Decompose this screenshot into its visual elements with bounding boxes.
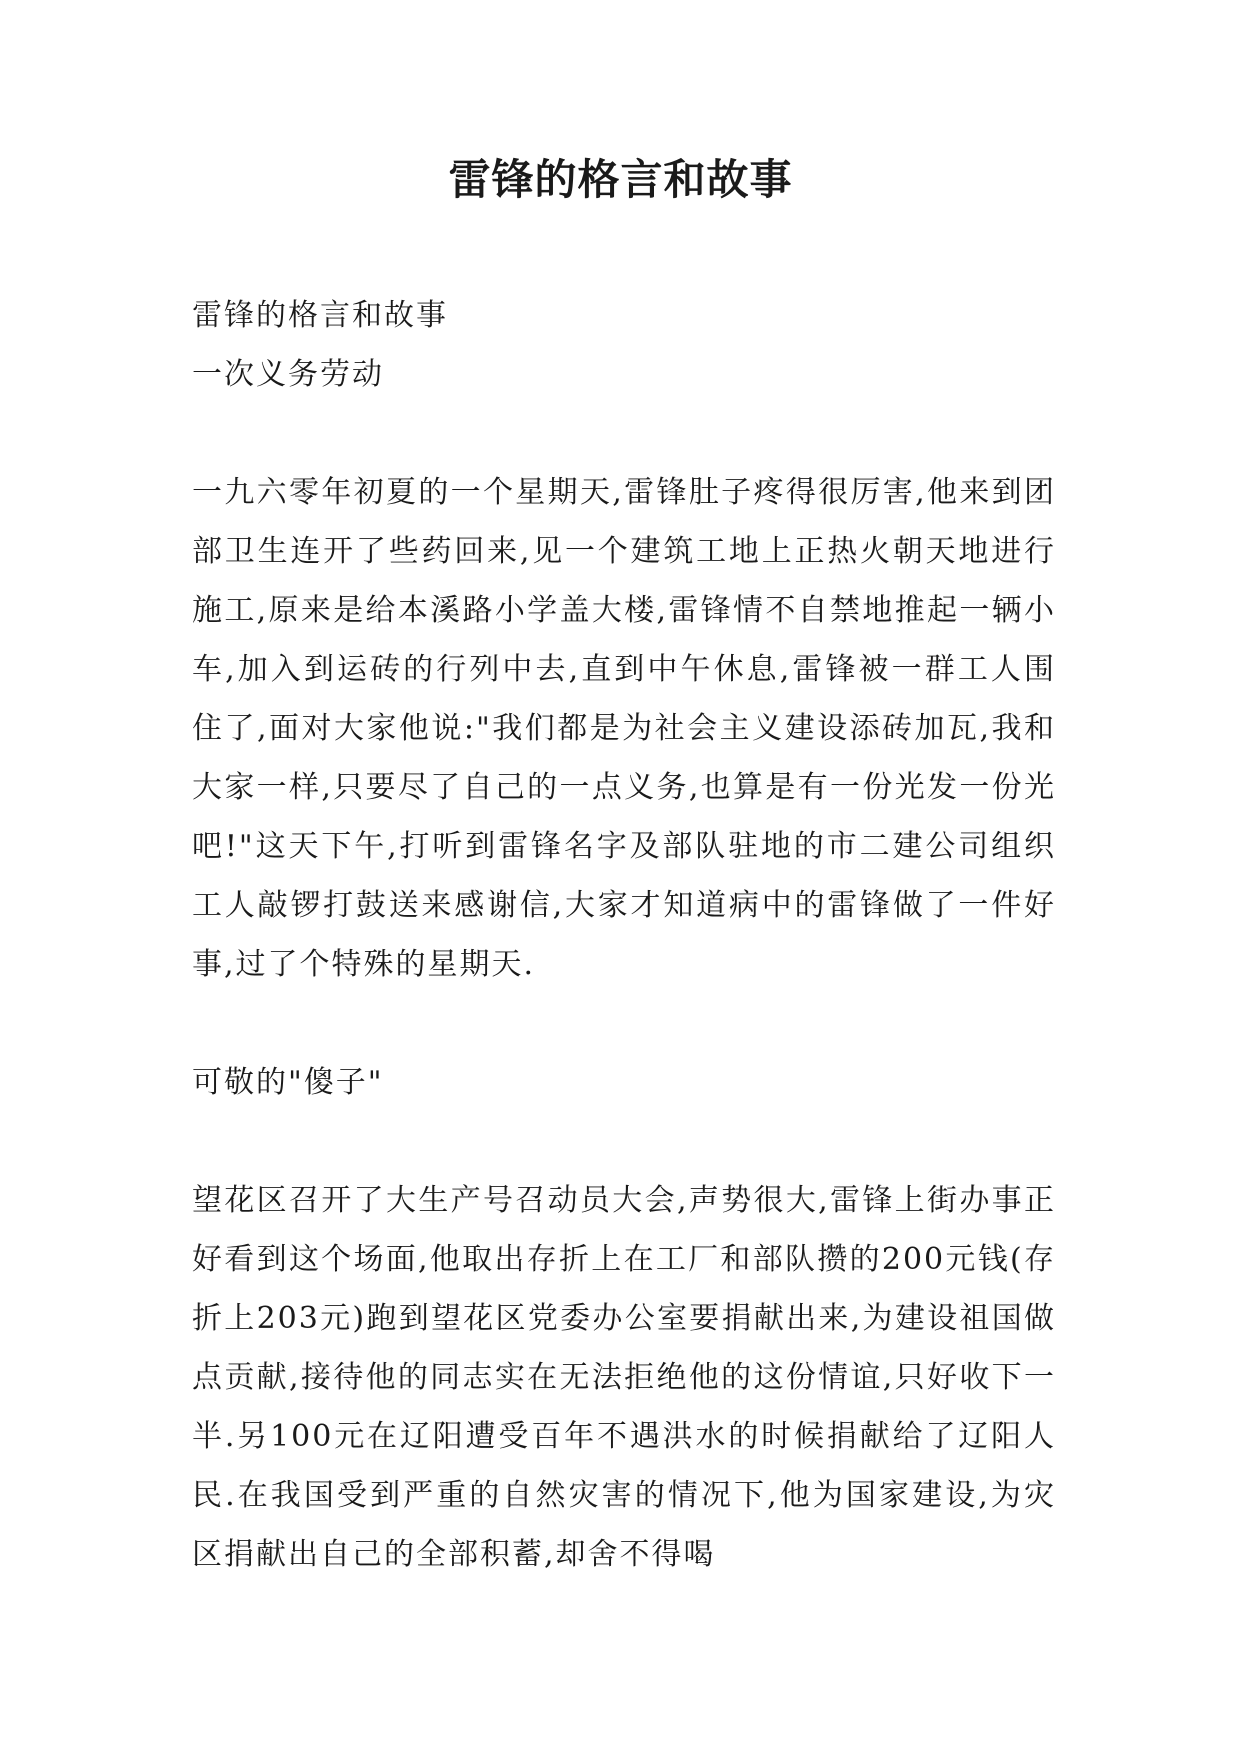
section-heading-respectable-fool: 可敬的"傻子" bbox=[192, 1065, 384, 1100]
document-subtitle: 雷锋的格言和故事 bbox=[192, 298, 448, 333]
section-heading-voluntary-labor: 一次义务劳动 bbox=[192, 357, 384, 392]
paragraph-spacer bbox=[192, 404, 1056, 463]
paragraph-respectable-fool: 望花区召开了大生产号召动员大会,声势很大,雷锋上街办事正好看到这个场面,他取出存折上在工厂和部队攒的200元钱(存折上203元)跑到望花区党委办公室要捐献出来,为建设祖国做点贡献,接待他的同志实在无法拒绝他的这份情谊,只好收下一半.另100元在辽阳遭受百年不遇洪水的时候捐献给了辽阳人民.在我国受到严重的自然灾害的情况下,他为国家建设,为灾区捐献出自己的全部积蓄,却舍不得喝 bbox=[192, 1183, 1056, 1572]
document-body bbox=[192, 286, 1056, 1584]
document-title: 雷锋的格言和故事 bbox=[448, 155, 793, 204]
paragraph-voluntary-labor: 一九六零年初夏的一个星期天,雷锋肚子疼得很厉害,他来到团部卫生连开了些药回来,见一个建筑工地上正热火朝天地进行施工,原来是给本溪路小学盖大楼,雷锋情不自禁地推起一辆小车,加入到运砖的行列中去,直到中午休息,雷锋被一群工人围住了,面对大家他说:"我们都是为社会主义建设添砖加瓦,我和大家一样,只要尽了自己的一点义务,也算是有一份光发一份光吧!"这天下午,打听到雷锋名字及部队驻地的市二建公司组织工人敲锣打鼓送来感谢信,大家才知道病中的雷锋做了一件好事,过了个特殊的星期天. bbox=[192, 475, 1056, 982]
paragraph-spacer bbox=[192, 994, 1056, 1053]
paragraph-spacer bbox=[192, 1112, 1056, 1171]
